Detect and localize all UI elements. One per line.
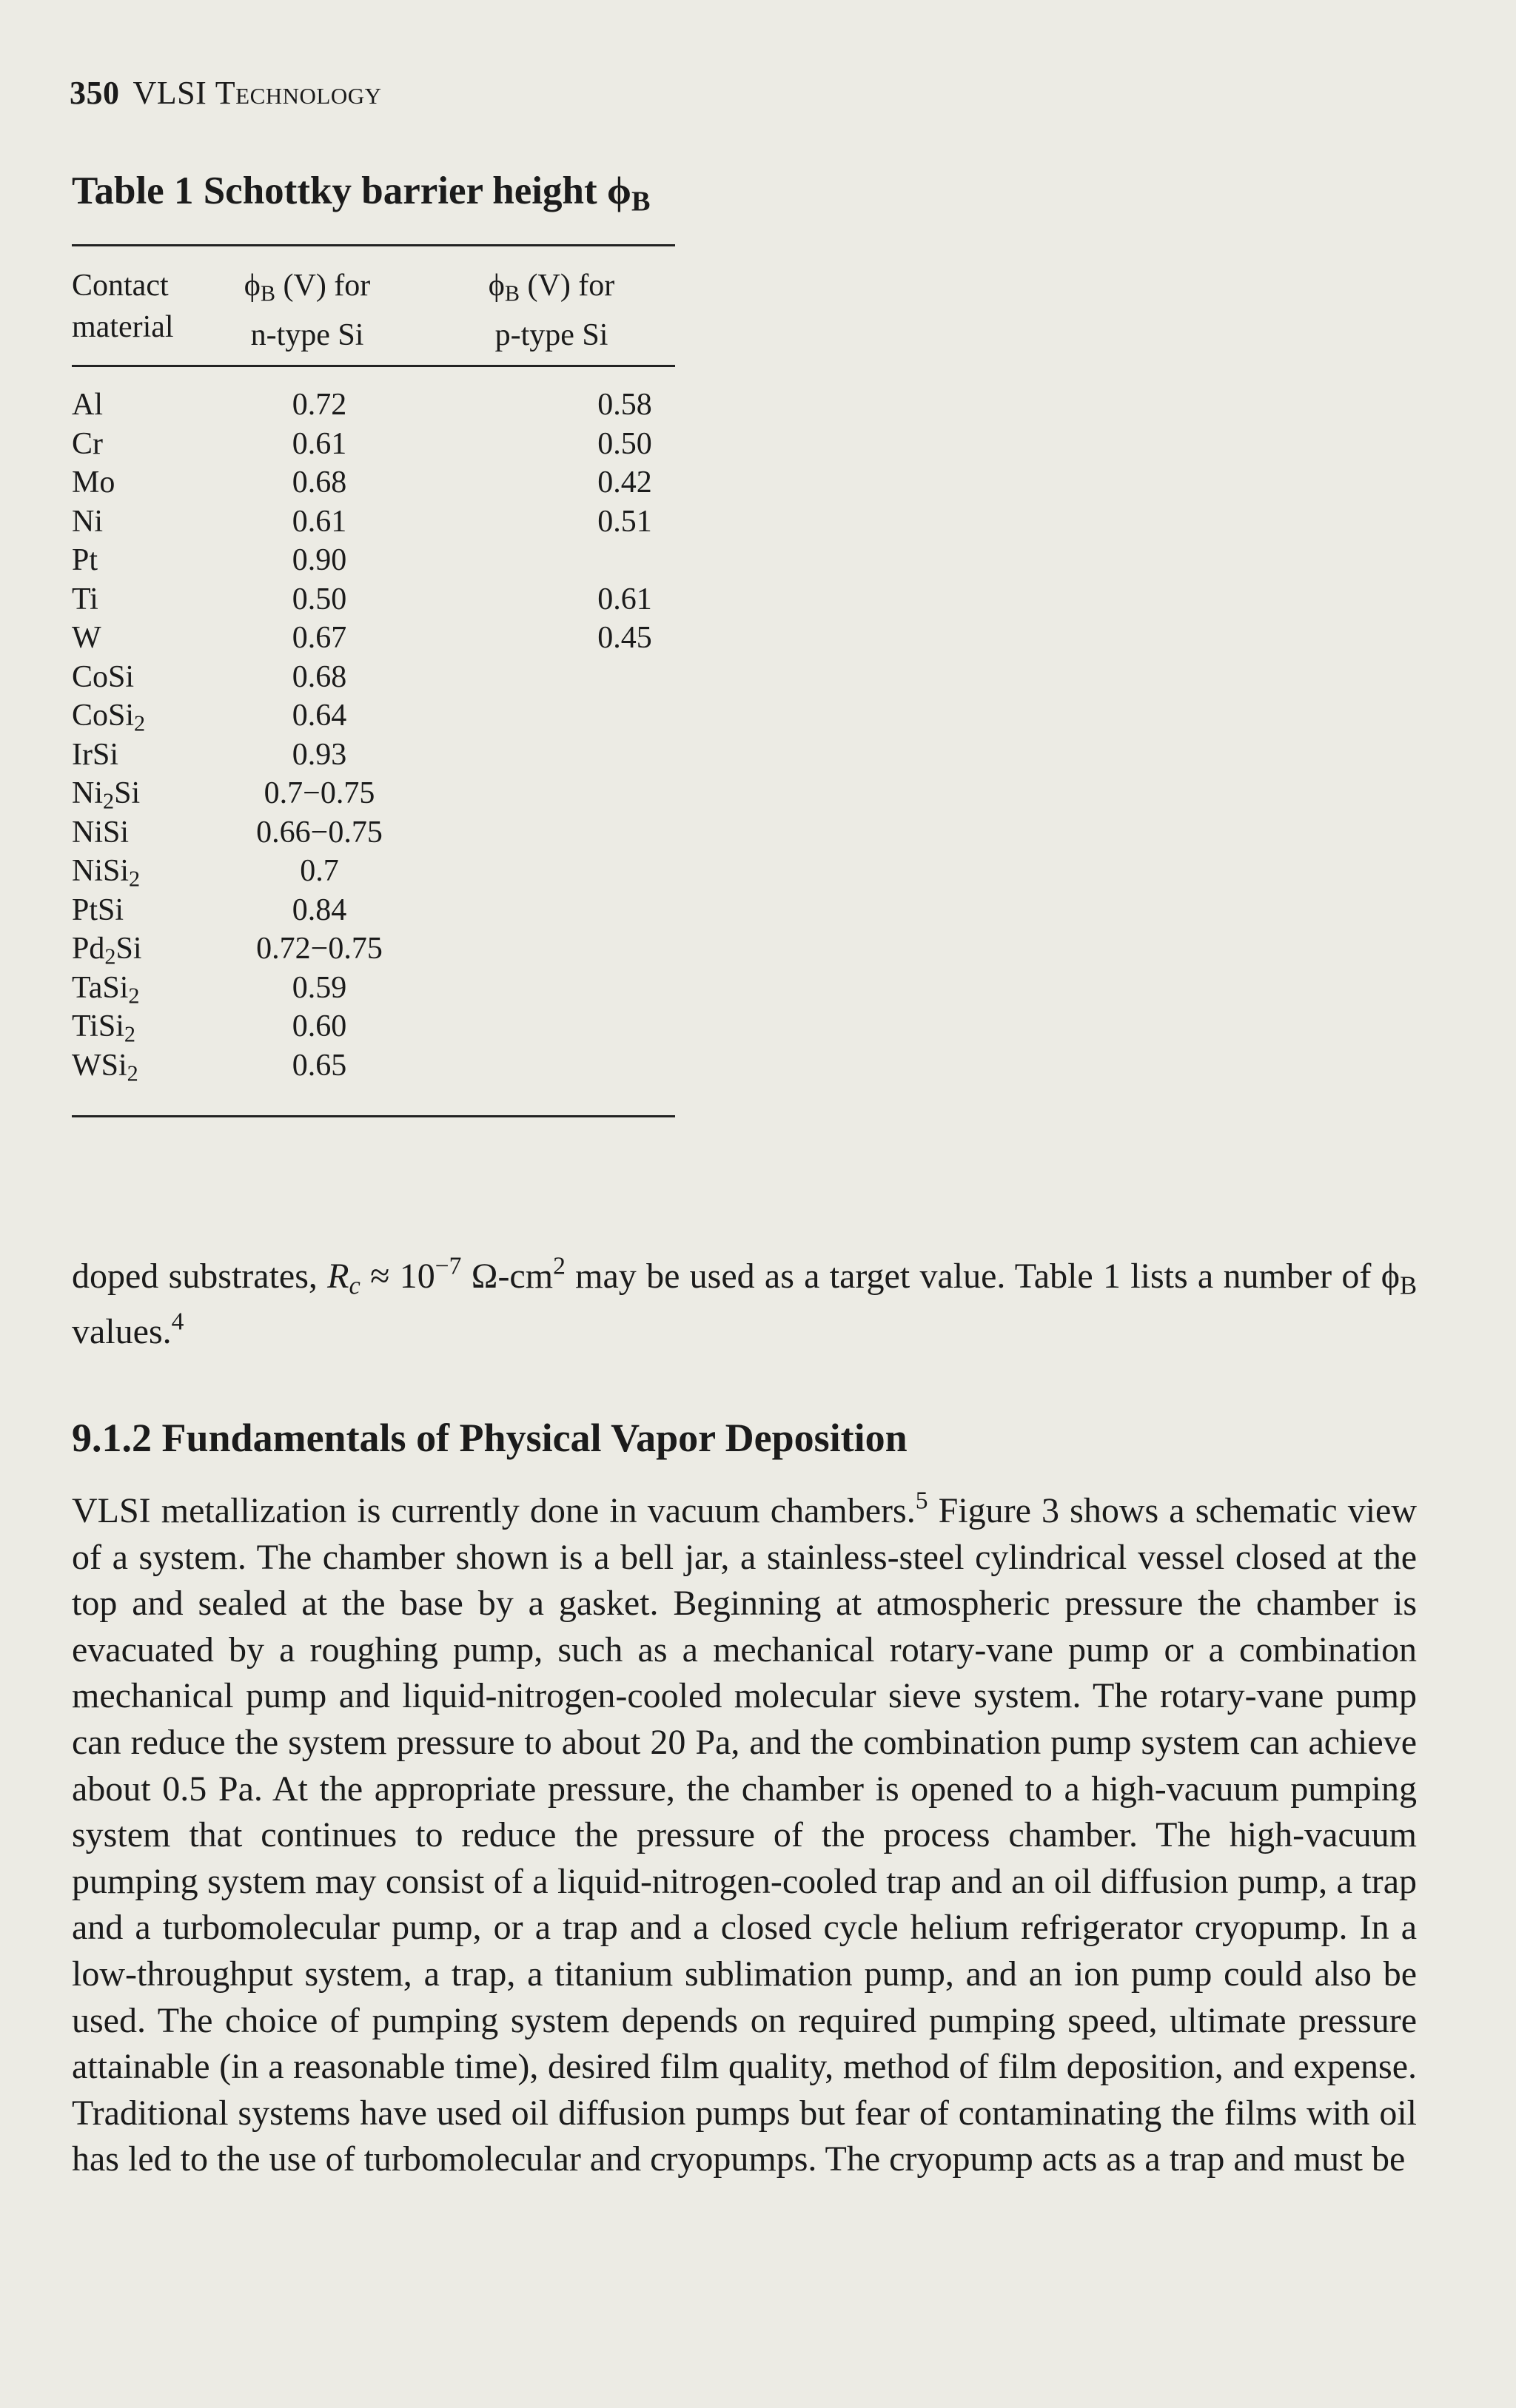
- material-name: CoSi: [72, 659, 135, 694]
- exponent-2: 2: [553, 1252, 566, 1280]
- table-row: [72, 1046, 675, 1085]
- p-type-value: 0.42: [597, 465, 652, 500]
- n-type-value: 0.61: [292, 504, 347, 539]
- column-header-material: [72, 265, 174, 348]
- material-subscript: 2: [129, 866, 141, 892]
- column-header-material-line1: Contact: [72, 269, 169, 303]
- n-type-value: 0.65: [292, 1048, 347, 1083]
- material-name: TiSi: [72, 1009, 124, 1043]
- p-type-value: 0.51: [597, 504, 652, 539]
- table-bottom-rule: [72, 1115, 675, 1117]
- material-name: CoSi: [72, 699, 135, 733]
- material-subscript: 2: [134, 710, 146, 736]
- n-type-value: 0.68: [292, 659, 347, 694]
- n-type-value: 0.66−0.75: [256, 815, 383, 850]
- table-row: [72, 463, 675, 502]
- material-cell: [72, 1046, 138, 1093]
- para1-text-2: ≈ 10: [360, 1257, 435, 1296]
- p-type-value: 0.50: [597, 426, 652, 461]
- p-type-line2: p-type Si: [494, 317, 608, 352]
- phi-sub: B: [1399, 1271, 1417, 1300]
- material-name: WSi: [72, 1048, 127, 1083]
- n-type-symbol: ϕ: [244, 269, 261, 303]
- n-type-value: 0.72−0.75: [256, 932, 383, 966]
- table-row: [72, 502, 675, 541]
- p-type-value: 0.61: [597, 582, 652, 616]
- table-title-symbol: ϕ: [606, 169, 631, 212]
- footnote-ref-4: 4: [171, 1308, 184, 1336]
- material-name: Cr: [72, 426, 103, 461]
- n-type-value: 0.64: [292, 699, 347, 733]
- n-type-line1: (V) for: [275, 269, 371, 303]
- rc-symbol: R: [327, 1257, 349, 1296]
- material-subscript: 2: [124, 1021, 135, 1047]
- n-type-value: 0.90: [292, 543, 347, 577]
- page-number: 350: [70, 75, 120, 111]
- p-type-value: 0.58: [597, 388, 652, 422]
- n-type-value: 0.67: [292, 621, 347, 655]
- n-type-value: 0.7−0.75: [264, 776, 375, 810]
- material-name: Pd: [72, 932, 105, 966]
- material-subscript: 2: [127, 1060, 138, 1086]
- n-type-value: 0.61: [292, 426, 347, 461]
- n-type-symbol-sub: B: [260, 280, 275, 306]
- n-type-value: 0.93: [292, 737, 347, 772]
- material-subscript: 2: [103, 788, 115, 814]
- table-row: [72, 891, 675, 929]
- column-header-material-line2: material: [72, 310, 174, 344]
- table-header-rule: [72, 365, 675, 367]
- rc-sub: c: [349, 1271, 360, 1300]
- table-title-symbol-sub: B: [631, 186, 651, 218]
- material-name: Mo: [72, 465, 115, 500]
- para2-text-2: Figure 3 shows a schematic view of a system. The chamber shown is a bell jar, a stainless-steel cylindrical vessel closed at the top and sealed at the base by a gasket. Beginning at atmospheric pressure the chamber is evacuated by a roughing pump, such as a mechanical rotary-vane pump or a combination mechanical pump and liquid-nitrogen-cooled molecular sieve system. The rotary-vane pump can reduce the system pressure to about 20 Pa, and the combination pump system can achieve about 0.5 Pa. At the appropriate pressure, the chamber is opened to a high-vacuum pumping system that continues to reduce the pressure of the process chamber. The high-vacuum pumping system may consist of a liquid-nitrogen-cooled trap and an oil diffusion pump, a trap and a turbomolecular pump, or a trap and a closed cycle helium refrigerator cryopump. In a low-throughput system, a trap, a titanium sublimation pump, and an ion pump could also be used. The choice of pumping system depends on required pumping speed, ultimate pressure attainable (in a reasonable time), desired film quality, method of film deposition, and expense. Traditional systems have used oil diffusion pumps but fear of contaminating the films with oil has led to the use of turbomolecular and cryopumps. The cryopump acts as a trap and must be: [72, 1491, 1418, 2179]
- p-type-line1: (V) for: [520, 269, 615, 303]
- n-type-line2: n-type Si: [250, 317, 364, 352]
- para1-text-4: may be used as a target value. Table 1 lists a number of: [565, 1257, 1381, 1296]
- table-row: [72, 929, 675, 968]
- material-name: NiSi: [72, 854, 130, 888]
- material-name: NiSi: [72, 815, 130, 850]
- table-title-text: Table 1 Schottky barrier height: [72, 169, 607, 212]
- table-row: [72, 696, 675, 735]
- para2-text-1: VLSI metallization is currently done in vacuum chambers.: [72, 1491, 916, 1530]
- table-title: [72, 169, 650, 218]
- footnote-ref-5: 5: [915, 1487, 928, 1515]
- material-name: Ti: [72, 582, 98, 616]
- material-name: Ni: [72, 776, 103, 810]
- material-name: Al: [72, 388, 103, 422]
- column-header-p-type: [466, 265, 637, 356]
- n-type-value: 0.59: [292, 970, 347, 1005]
- material-suffix: Si: [114, 776, 141, 810]
- n-type-value: 0.7: [300, 854, 339, 888]
- para1-text-1: doped substrates,: [72, 1257, 328, 1296]
- material-name: TaSi: [72, 970, 129, 1005]
- exponent-neg7: −7: [435, 1252, 462, 1280]
- table-row: [72, 736, 675, 774]
- paragraph-table-reference: [72, 1254, 1417, 1356]
- table-top-rule: [72, 244, 675, 246]
- table-row: [72, 852, 675, 890]
- table-row: [72, 1007, 675, 1046]
- n-type-value: 0.84: [292, 892, 347, 927]
- para1-text-5: values.: [72, 1312, 172, 1352]
- table-row: [72, 541, 675, 579]
- paragraph-pvd-fundamentals: [72, 1488, 1417, 2183]
- material-name: IrSi: [72, 737, 118, 772]
- table-row: [72, 658, 675, 696]
- table-row: [72, 386, 675, 424]
- table-row: [72, 774, 675, 813]
- material-name: Ni: [72, 504, 103, 539]
- material-name: PtSi: [72, 892, 124, 927]
- table-row: [72, 619, 675, 657]
- material-subscript: 2: [104, 944, 116, 969]
- table-row: [72, 813, 675, 852]
- p-type-symbol: ϕ: [488, 269, 505, 303]
- para1-text-3: Ω-cm: [461, 1257, 554, 1296]
- column-header-n-type: [222, 265, 392, 356]
- running-title-prefix: VLSI: [133, 75, 215, 111]
- n-type-value: 0.50: [292, 582, 347, 616]
- material-suffix: Si: [115, 932, 142, 966]
- n-type-value: 0.60: [292, 1009, 347, 1043]
- table-row: [72, 969, 675, 1007]
- material-name: Pt: [72, 543, 98, 577]
- section-heading: 9.1.2 Fundamentals of Physical Vapor Deposition: [72, 1416, 908, 1460]
- p-type-value: 0.45: [597, 621, 652, 655]
- material-name: W: [72, 621, 101, 655]
- n-type-value: 0.72: [292, 388, 347, 422]
- running-title: Technology: [215, 75, 382, 111]
- running-header: [70, 74, 382, 112]
- table-row: [72, 425, 675, 463]
- table-row: [72, 580, 675, 619]
- p-type-symbol-sub: B: [504, 280, 520, 306]
- n-type-value: 0.68: [292, 465, 347, 500]
- material-subscript: 2: [128, 983, 140, 1009]
- phi-symbol: ϕ: [1381, 1257, 1400, 1296]
